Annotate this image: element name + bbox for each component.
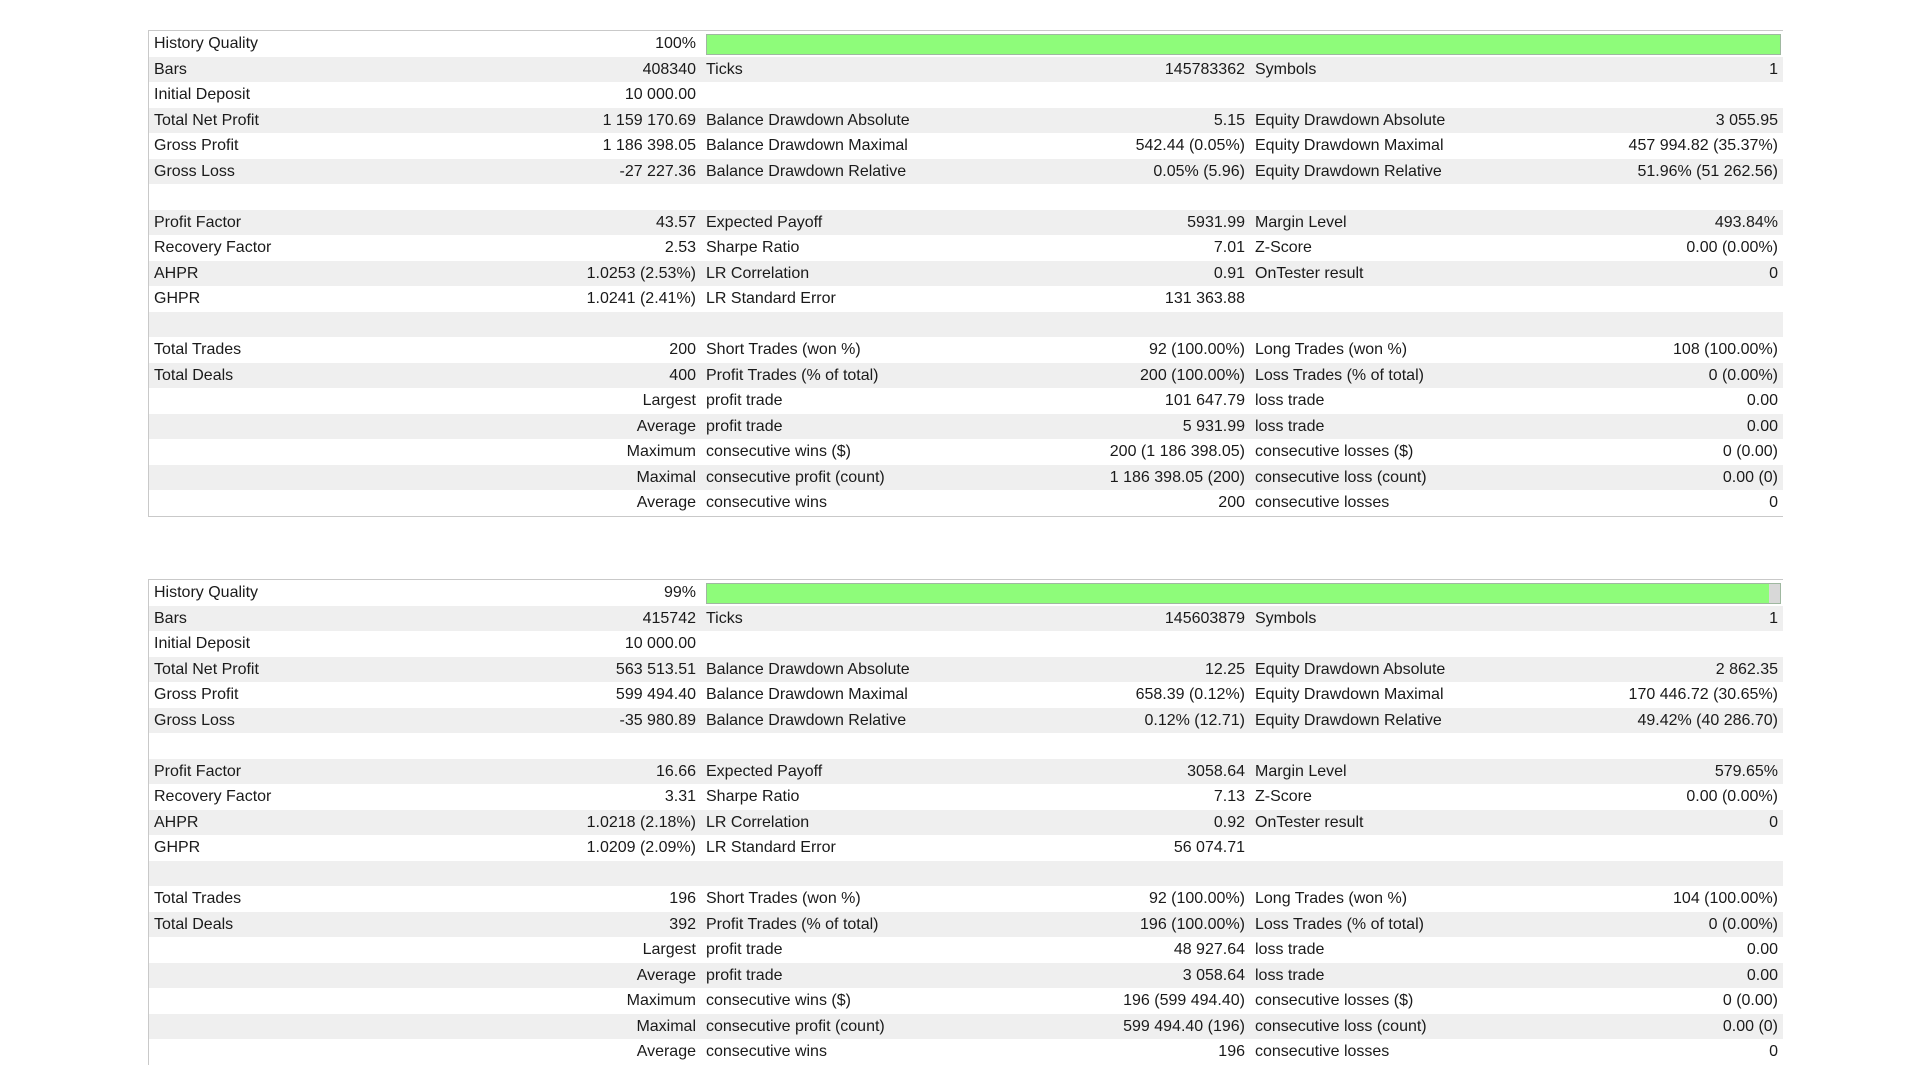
cell-value: 0.00 (1746, 941, 1778, 958)
cell-value: 0.91 (1213, 264, 1245, 282)
cell-value: 49.42% (40 286.70) (1637, 711, 1778, 729)
bars-label: Bars (154, 609, 187, 627)
cell-label: Gross Loss (154, 162, 235, 180)
cell-value: 1 186 398.05 (602, 137, 696, 154)
cell-label: OnTester result (1255, 813, 1364, 831)
cell-label: consecutive profit (count) (706, 468, 885, 486)
cell-label: consecutive wins ($) (706, 992, 851, 1009)
cell-value: 599 494.40 (615, 686, 696, 703)
cell-label: consecutive wins (706, 1043, 827, 1060)
row-spacer (149, 312, 1783, 338)
cell-value: 0.00 (0.00%) (1686, 788, 1778, 805)
row-maximal (149, 1014, 1783, 1040)
row-largest (149, 388, 1783, 414)
cell-value: 0.00 (1746, 417, 1778, 435)
cell-value: 457 994.82 (35.37%) (1628, 137, 1778, 154)
row-profit-factor (149, 210, 1783, 236)
cell-value: 3 058.64 (1182, 966, 1245, 984)
cell-value: 1 159 170.69 (602, 111, 696, 129)
row-maximal (149, 465, 1783, 491)
cell-value: 563 513.51 (615, 660, 696, 678)
cell-value: 3058.64 (1187, 762, 1245, 780)
history-quality-value: 99% (663, 584, 696, 601)
row-history-quality (149, 31, 1783, 57)
cell-value: 1.0241 (2.41%) (586, 290, 696, 307)
row-total-deals (149, 363, 1783, 389)
tester-report-1 (148, 30, 1783, 517)
cell-value: 200 (100.00%) (1140, 366, 1245, 384)
cell-value: -35 980.89 (619, 711, 696, 729)
cell-value: 0.12% (12.71) (1144, 711, 1245, 729)
row-gross-profit (149, 682, 1783, 708)
cell-value: 196 (1218, 1043, 1245, 1060)
cell-label: Loss Trades (% of total) (1255, 366, 1424, 384)
row-ghpr (149, 835, 1783, 861)
history-quality-bar-fill (707, 584, 1769, 603)
ticks-label: Ticks (706, 609, 743, 627)
cell-value: 5.15 (1213, 111, 1245, 129)
cell-label: LR Correlation (706, 813, 810, 831)
cell-value: 5931.99 (1187, 213, 1245, 231)
initial-deposit-value: 10 000.00 (624, 635, 696, 652)
history-quality-bar (706, 34, 1781, 55)
cell-label: loss trade (1255, 941, 1325, 958)
cell-label: Maximal (636, 468, 696, 486)
cell-label: Average (636, 417, 696, 435)
history-quality-label: History Quality (154, 35, 259, 52)
cell-value: 200 (669, 341, 696, 358)
cell-label: loss trade (1255, 417, 1325, 435)
cell-value: 108 (100.00%) (1673, 341, 1778, 358)
row-average-consecutive (149, 1039, 1783, 1065)
cell-label: Profit Factor (154, 213, 242, 231)
row-gross-loss (149, 708, 1783, 734)
cell-label: Equity Drawdown Relative (1255, 162, 1442, 180)
cell-label: Loss Trades (% of total) (1255, 915, 1424, 933)
cell-value: 200 (1 186 398.05) (1109, 443, 1245, 460)
cell-label: Average (636, 494, 696, 511)
cell-label: consecutive profit (count) (706, 1017, 885, 1035)
cell-label: profit trade (706, 966, 783, 984)
cell-label: Balance Drawdown Maximal (706, 686, 908, 703)
cell-label: Profit Trades (% of total) (706, 915, 879, 933)
cell-label: GHPR (154, 290, 201, 307)
row-recovery-factor (149, 235, 1783, 261)
row-maximum (149, 988, 1783, 1014)
cell-value: 12.25 (1204, 660, 1245, 678)
cell-value: 1.0253 (2.53%) (586, 264, 696, 282)
row-recovery-factor (149, 784, 1783, 810)
cell-label: Profit Factor (154, 762, 242, 780)
cell-value: 0.00 (0.00%) (1686, 239, 1778, 256)
initial-deposit-label: Initial Deposit (154, 86, 251, 103)
cell-value: 0 (1769, 494, 1778, 511)
cell-label: consecutive loss (count) (1255, 1017, 1427, 1035)
row-average (149, 963, 1783, 989)
cell-label: Balance Drawdown Absolute (706, 660, 910, 678)
row-initial-deposit (149, 82, 1783, 108)
cell-label: LR Correlation (706, 264, 810, 282)
cell-value: 196 (599 494.40) (1123, 992, 1245, 1009)
row-bars (149, 57, 1783, 83)
cell-label: Expected Payoff (706, 213, 823, 231)
cell-value: 0 (0.00) (1722, 992, 1778, 1009)
cell-label: Margin Level (1255, 213, 1347, 231)
cell-value: 400 (669, 366, 696, 384)
cell-label: GHPR (154, 839, 201, 856)
cell-label: Gross Loss (154, 711, 235, 729)
cell-label: Short Trades (won %) (706, 890, 861, 907)
cell-value: 92 (100.00%) (1148, 341, 1245, 358)
cell-label: Recovery Factor (154, 239, 272, 256)
cell-value: -27 227.36 (619, 162, 696, 180)
symbols-value: 1 (1769, 60, 1778, 78)
cell-label: Recovery Factor (154, 788, 272, 805)
cell-label: profit trade (706, 417, 783, 435)
cell-value: 0 (0.00%) (1708, 366, 1778, 384)
row-total-net-profit (149, 657, 1783, 683)
row-spacer (149, 184, 1783, 210)
cell-label: Maximum (626, 992, 696, 1009)
cell-value: 0.92 (1213, 813, 1245, 831)
initial-deposit-value: 10 000.00 (624, 86, 696, 103)
cell-label: Equity Drawdown Maximal (1255, 137, 1444, 154)
row-spacer (149, 733, 1783, 759)
cell-label: Largest (642, 941, 696, 958)
cell-value: 5 931.99 (1182, 417, 1245, 435)
cell-value: 0.00 (1746, 966, 1778, 984)
cell-label: profit trade (706, 941, 783, 958)
cell-label: Average (636, 966, 696, 984)
symbols-label: Symbols (1255, 609, 1317, 627)
cell-label: LR Standard Error (706, 290, 836, 307)
cell-label: Total Net Profit (154, 111, 259, 129)
cell-label: consecutive wins (706, 494, 827, 511)
cell-label: Balance Drawdown Absolute (706, 111, 910, 129)
cell-value: 0.00 (0) (1722, 1017, 1778, 1035)
row-bars (149, 606, 1783, 632)
cell-label: Gross Profit (154, 137, 239, 154)
row-total-trades (149, 886, 1783, 912)
cell-value: 392 (669, 915, 696, 933)
cell-value: 1.0218 (2.18%) (586, 813, 696, 831)
cell-value: 2 862.35 (1715, 660, 1778, 678)
cell-value: 0 (0.00) (1722, 443, 1778, 460)
cell-label: Total Deals (154, 366, 234, 384)
cell-value: 101 647.79 (1164, 392, 1245, 409)
cell-value: 7.01 (1213, 239, 1245, 256)
row-profit-factor (149, 759, 1783, 785)
cell-label: Z-Score (1255, 239, 1312, 256)
cell-label: Average (636, 1043, 696, 1060)
cell-value: 200 (1218, 494, 1245, 511)
row-largest (149, 937, 1783, 963)
cell-value: 56 074.71 (1173, 839, 1245, 856)
cell-label: Expected Payoff (706, 762, 823, 780)
cell-label: Equity Drawdown Absolute (1255, 660, 1446, 678)
cell-label: Balance Drawdown Relative (706, 711, 907, 729)
cell-label: Total Trades (154, 890, 242, 907)
row-gross-loss (149, 159, 1783, 185)
cell-label: Balance Drawdown Maximal (706, 137, 908, 154)
row-total-trades (149, 337, 1783, 363)
cell-label: consecutive losses (1255, 494, 1390, 511)
cell-value: 493.84% (1714, 213, 1778, 231)
cell-label: consecutive loss (count) (1255, 468, 1427, 486)
tester-report-2 (148, 579, 1783, 1065)
cell-label: AHPR (154, 813, 199, 831)
cell-value: 1.0209 (2.09%) (586, 839, 696, 856)
initial-deposit-label: Initial Deposit (154, 635, 251, 652)
row-average-consecutive (149, 490, 1783, 516)
row-average (149, 414, 1783, 440)
cell-label: loss trade (1255, 966, 1325, 984)
symbols-value: 1 (1769, 609, 1778, 627)
ticks-label: Ticks (706, 60, 743, 78)
cell-value: 0.05% (5.96) (1153, 162, 1245, 180)
cell-label: Z-Score (1255, 788, 1312, 805)
cell-label: consecutive losses ($) (1255, 443, 1414, 460)
cell-label: OnTester result (1255, 264, 1364, 282)
cell-label: Equity Drawdown Relative (1255, 711, 1442, 729)
cell-label: Sharpe Ratio (706, 239, 800, 256)
cell-value: 48 927.64 (1173, 941, 1245, 958)
cell-value: 16.66 (655, 762, 696, 780)
cell-label: profit trade (706, 392, 783, 409)
cell-value: 43.57 (655, 213, 696, 231)
cell-value: 7.13 (1213, 788, 1245, 805)
cell-value: 196 (669, 890, 696, 907)
cell-value: 599 494.40 (196) (1123, 1017, 1245, 1035)
row-ahpr (149, 261, 1783, 287)
cell-value: 92 (100.00%) (1148, 890, 1245, 907)
cell-label: Profit Trades (% of total) (706, 366, 879, 384)
cell-value: 170 446.72 (30.65%) (1628, 686, 1778, 703)
cell-value: 2.53 (664, 239, 696, 256)
cell-label: Equity Drawdown Maximal (1255, 686, 1444, 703)
row-spacer (149, 861, 1783, 887)
bars-value: 408340 (642, 60, 696, 78)
row-ahpr (149, 810, 1783, 836)
cell-value: 3 055.95 (1715, 111, 1778, 129)
cell-label: Maximal (636, 1017, 696, 1035)
cell-label: Total Trades (154, 341, 242, 358)
cell-value: 0.00 (1746, 392, 1778, 409)
cell-value: 0 (1769, 1043, 1778, 1060)
cell-label: Margin Level (1255, 762, 1347, 780)
bars-value: 415742 (642, 609, 696, 627)
bars-label: Bars (154, 60, 187, 78)
cell-value: 0 (1769, 813, 1778, 831)
cell-label: Largest (642, 392, 696, 409)
row-history-quality (149, 580, 1783, 606)
cell-label: Long Trades (won %) (1255, 890, 1408, 907)
cell-value: 542.44 (0.05%) (1135, 137, 1245, 154)
row-ghpr (149, 286, 1783, 312)
cell-label: Gross Profit (154, 686, 239, 703)
cell-label: consecutive losses ($) (1255, 992, 1414, 1009)
row-gross-profit (149, 133, 1783, 159)
row-maximum (149, 439, 1783, 465)
cell-value: 579.65% (1714, 762, 1778, 780)
cell-label: Total Deals (154, 915, 234, 933)
cell-label: Equity Drawdown Absolute (1255, 111, 1446, 129)
history-quality-label: History Quality (154, 584, 259, 601)
row-initial-deposit (149, 631, 1783, 657)
cell-value: 1 186 398.05 (200) (1109, 468, 1245, 486)
cell-label: Maximum (626, 443, 696, 460)
cell-label: consecutive wins ($) (706, 443, 851, 460)
cell-value: 196 (100.00%) (1140, 915, 1245, 933)
cell-label: consecutive losses (1255, 1043, 1390, 1060)
history-quality-bar-fill (707, 35, 1780, 54)
cell-value: 51.96% (51 262.56) (1637, 162, 1778, 180)
symbols-label: Symbols (1255, 60, 1317, 78)
cell-value: 0 (1769, 264, 1778, 282)
history-quality-bar (706, 583, 1781, 604)
cell-label: loss trade (1255, 392, 1325, 409)
cell-value: 0.00 (0) (1722, 468, 1778, 486)
cell-value: 0 (0.00%) (1708, 915, 1778, 933)
ticks-value: 145783362 (1164, 60, 1245, 78)
history-quality-value: 100% (655, 35, 696, 52)
cell-value: 131 363.88 (1164, 290, 1245, 307)
cell-value: 104 (100.00%) (1673, 890, 1778, 907)
row-total-net-profit (149, 108, 1783, 134)
cell-value: 3.31 (664, 788, 696, 805)
cell-label: Short Trades (won %) (706, 341, 861, 358)
cell-label: LR Standard Error (706, 839, 836, 856)
cell-label: AHPR (154, 264, 199, 282)
cell-label: Sharpe Ratio (706, 788, 800, 805)
cell-label: Total Net Profit (154, 660, 259, 678)
cell-value: 658.39 (0.12%) (1135, 686, 1245, 703)
ticks-value: 145603879 (1164, 609, 1245, 627)
cell-label: Balance Drawdown Relative (706, 162, 907, 180)
cell-label: Long Trades (won %) (1255, 341, 1408, 358)
row-total-deals (149, 912, 1783, 938)
